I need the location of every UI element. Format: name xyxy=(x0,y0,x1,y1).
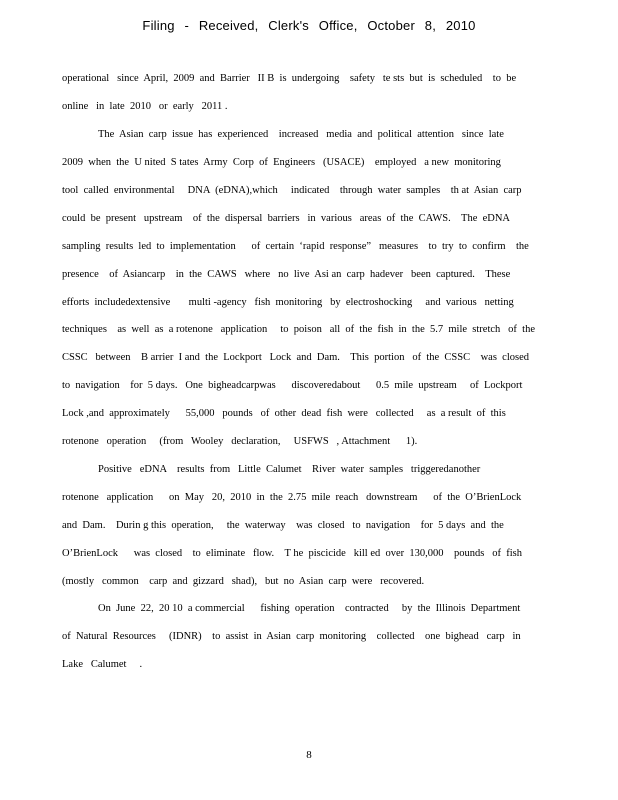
body-line-2: online in late 2010 or early 2011 . xyxy=(62,101,228,112)
body-line-16: rotenone application on May 20, 2010 in the 2.75 mile reach downstream of the O’BrienLock xyxy=(62,492,522,503)
body-line-17: and Dam. Durin g this operation, the waterway was closed to navigation for 5 days and the xyxy=(62,520,504,531)
body-line-18: O’BrienLock was closed to eliminate flow. T he piscicide kill ed over 130,000 pounds of fish xyxy=(62,548,522,559)
body-line-9: efforts includedextensive multi -agency fish monitoring by electroshocking and various netting xyxy=(62,297,514,308)
body-line-1: operational since April, 2009 and Barrier II B is undergoing safety te sts but is scheduled to be xyxy=(62,73,517,84)
filing-header: Filing - Received, Clerk's Office, October 8, 2010 xyxy=(142,18,476,33)
body-line-21: of Natural Resources (IDNR) to assist in Asian carp monitoring collected one bighead carp in xyxy=(62,631,521,642)
body-line-5: tool called environmental DNA (eDNA),which indicated through water samples th at Asian carp xyxy=(62,185,522,196)
body-line-20: On June 22, 20 10 a commercial fishing operation contracted by the Illinois Department xyxy=(98,603,521,614)
page-number: 8 xyxy=(306,749,312,761)
body-line-10: techniques as well as a rotenone application to poison all of the fish in the 5.7 mile stretch of the xyxy=(62,324,535,335)
body-line-3: The Asian carp issue has experienced increased media and political attention since late xyxy=(98,129,504,140)
body-line-8: presence of Asiancarp in the CAWS where no live Asi an carp hadever been captured. These xyxy=(62,269,511,280)
body-line-22: Lake Calumet . xyxy=(62,659,143,670)
body-line-19: (mostly common carp and gizzard shad), but no Asian carp were recovered. xyxy=(62,576,425,587)
body-line-14: rotenone operation (from Wooley declaration, USFWS , Attachment 1). xyxy=(62,436,418,447)
body-line-6: could be present upstream of the dispersal barriers in various areas of the CAWS. The eDNA xyxy=(62,213,511,224)
body-line-12: to navigation for 5 days. One bigheadcarpwas discoveredabout 0.5 mile upstream of Lockport xyxy=(62,380,523,391)
body-line-11: CSSC between B arrier I and the Lockport Lock and Dam. This portion of the CSSC was closed xyxy=(62,352,529,363)
body-line-4: 2009 when the U nited S tates Army Corp of Engineers (USACE) employed a new monitoring xyxy=(62,157,501,168)
body-line-13: Lock ,and approximately 55,000 pounds of other dead fish were collected as a result of this xyxy=(62,408,506,419)
body-line-7: sampling results led to implementation of certain ‘rapid response” measures to try to confirm the xyxy=(62,241,529,252)
body-line-15: Positive eDNA results from Little Calumet River water samples triggeredanother xyxy=(98,464,481,475)
